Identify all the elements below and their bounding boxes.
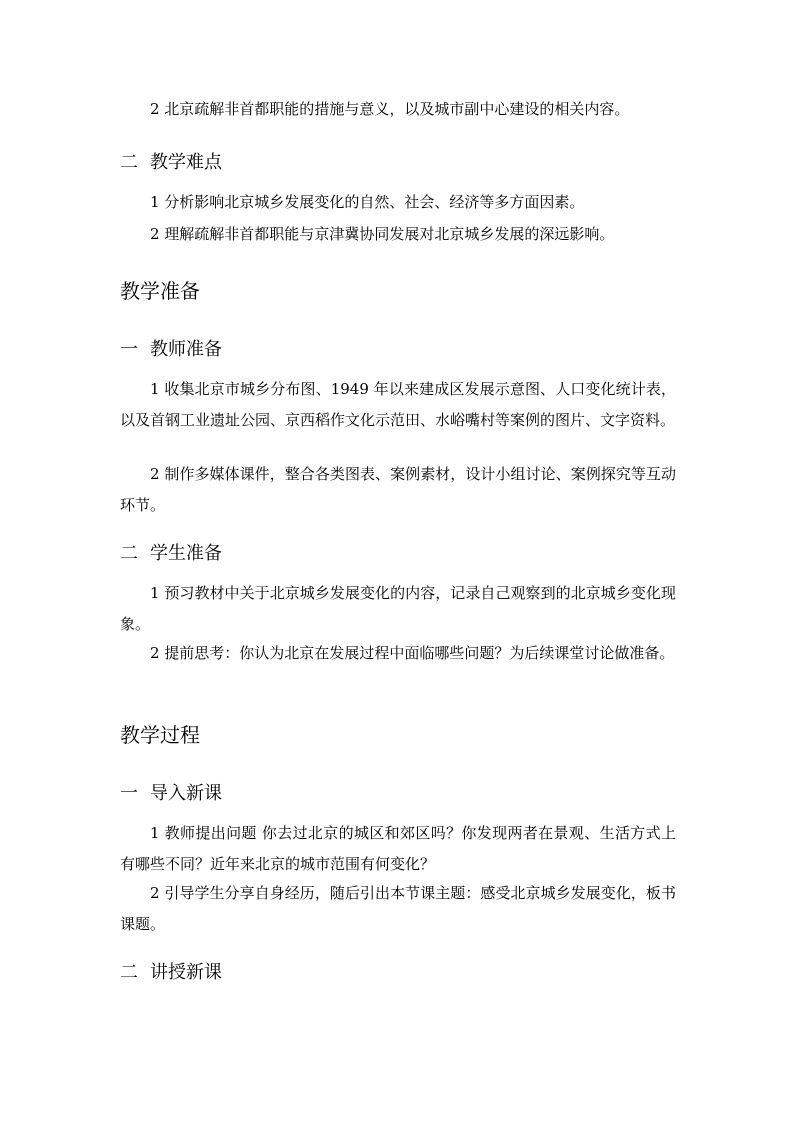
paragraph-teacher-prep-2: 2 制作多媒体课件，整合各类图表、案例素材，设计小组讨论、案例探究等互动环节。 [120, 465, 676, 514]
heading-teach-new-lesson [120, 960, 222, 986]
paragraph-difficulty-2: 2 理解疏解非首都职能与京津冀协同发展对北京城乡发展的深远影响。 [150, 225, 615, 243]
heading-number: 一 [120, 783, 138, 804]
heading-number: 二 [120, 152, 138, 173]
section-title-teaching-process: 教学过程 [120, 723, 200, 747]
heading-text: 讲授新课 [150, 962, 222, 983]
heading-teacher-preparation [120, 337, 222, 363]
paragraph-student-prep-2: 2 提前思考：你认为北京在发展过程中面临哪些问题？为后续课堂讨论做准备。 [150, 644, 675, 662]
heading-student-preparation [120, 541, 222, 567]
heading-text: 教学难点 [150, 152, 222, 173]
paragraph-key-point-2: 2 北京疏解非首都职能的措施与意义，以及城市副中心建设的相关内容。 [150, 100, 630, 118]
paragraph-student-prep-1: 1 预习教材中关于北京城乡发展变化的内容，记录自己观察到的北京城乡变化现象。 [120, 584, 676, 633]
section-title-teaching-preparation: 教学准备 [120, 279, 200, 303]
paragraph-difficulty-1: 1 分析影响北京城乡发展变化的自然、社会、经济等多方面因素。 [150, 193, 585, 211]
paragraph-intro-2: 2 引导学生分享自身经历，随后引出本节课主题：感受北京城乡发展变化，板书课题。 [120, 884, 676, 933]
heading-text: 教师准备 [150, 339, 222, 360]
heading-teaching-difficulties [120, 150, 222, 176]
heading-number: 二 [120, 962, 138, 983]
heading-text: 导入新课 [150, 783, 222, 804]
heading-number: 二 [120, 543, 138, 564]
paragraph-teacher-prep-1: 1 收集北京市城乡分布图、1949 年以来建成区发展示意图、人口变化统计表，以及首钢工业遗址公园、京西稻作文化示范田、水峪嘴村等案例的图片、文字资料。 [120, 380, 676, 429]
heading-text: 学生准备 [150, 543, 222, 564]
heading-number: 一 [120, 339, 138, 360]
paragraph-intro-1: 1 教师提出问题 你去过北京的城区和郊区吗？你发现两者在景观、生活方式上有哪些不同？近年来北京的城市范围有何变化？ [120, 824, 676, 873]
heading-introduce-new-lesson [120, 781, 222, 807]
